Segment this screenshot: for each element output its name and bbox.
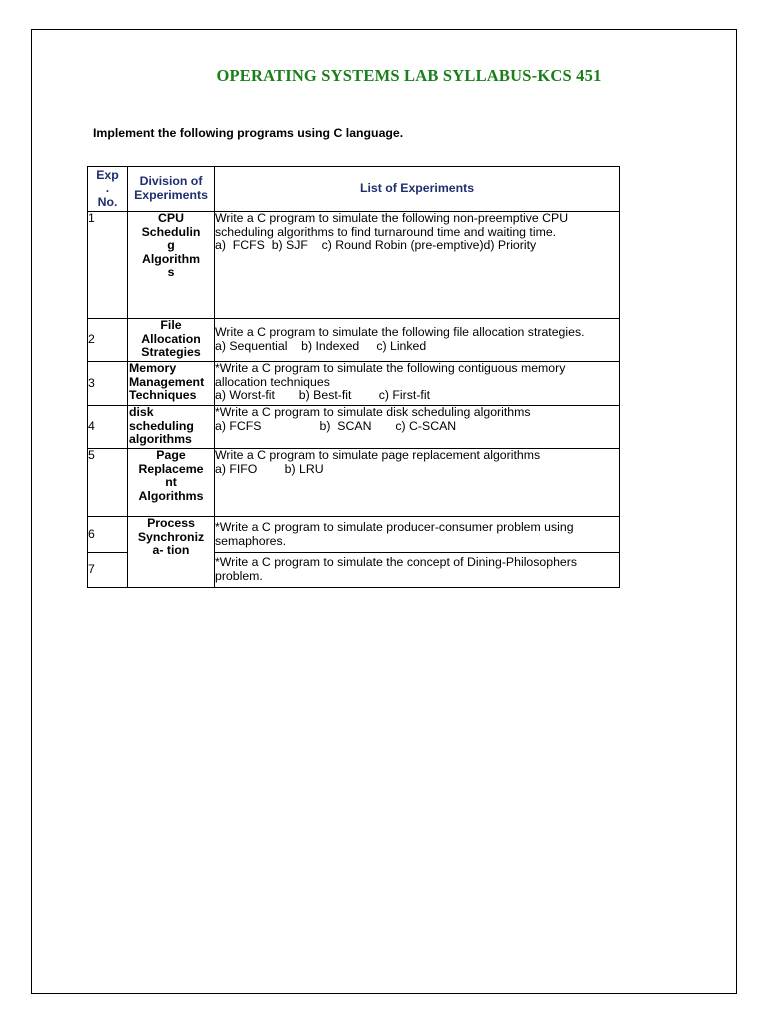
table-row — [88, 517, 620, 553]
division-file-allocation: File Allocation Strategies — [128, 319, 215, 362]
table-row — [88, 212, 620, 319]
division-cpu-scheduling: CPU Schedulin g Algorithm s — [128, 212, 215, 319]
header-division: Division of Experiments — [128, 167, 215, 212]
table-row — [88, 449, 620, 517]
document-title: OPERATING SYSTEMS LAB SYLLABUS-KCS 451 — [216, 66, 602, 85]
experiment-description: Write a C program to simulate the following non-preemptive CPU scheduling algorithms to find turnaround time and waiting time. a) FCFS b) SJF c) Round Robin (pre-emptive)d) Priority — [215, 212, 620, 319]
table-row — [88, 319, 620, 362]
division-process-synchronization: Process Synchroniz a- tion — [128, 517, 215, 588]
exp-number: 5 — [88, 449, 128, 517]
experiment-description: Write a C program to simulate page replacement algorithms a) FIFO b) LRU — [215, 449, 620, 517]
experiment-description: *Write a C program to simulate producer-consumer problem using semaphores. — [215, 517, 620, 553]
exp-number: 3 — [88, 362, 128, 406]
exp-number: 1 — [88, 212, 128, 319]
experiment-description: Write a C program to simulate the following file allocation strategies. a) Sequential b) Indexed c) Linked — [215, 319, 620, 362]
table-row — [88, 362, 620, 406]
exp-number: 6 — [88, 517, 128, 553]
experiment-description: *Write a C program to simulate the following contiguous memory allocation techniques a) Worst-fit b) Best-fit c) First-fit — [215, 362, 620, 406]
header-list: List of Experiments — [215, 167, 620, 212]
header-exp-no: Exp . No. — [88, 167, 128, 212]
exp-number: 4 — [88, 406, 128, 449]
exp-number: 7 — [88, 553, 128, 588]
division-page-replacement: Page Replaceme nt Algorithms — [128, 449, 215, 517]
instruction-text: Implement the following programs using C language. — [93, 126, 404, 140]
experiment-description: *Write a C program to simulate the concept of Dining-Philosophers problem. — [215, 553, 620, 588]
experiment-description: *Write a C program to simulate disk scheduling algorithms a) FCFS b) SCAN c) C-SCAN — [215, 406, 620, 449]
division-disk-scheduling: disk scheduling algorithms — [128, 406, 215, 449]
syllabus-table — [87, 166, 620, 588]
division-memory-management: Memory Management Techniques — [128, 362, 215, 406]
table-header-row — [88, 167, 620, 212]
exp-number: 2 — [88, 319, 128, 362]
table-row — [88, 406, 620, 449]
